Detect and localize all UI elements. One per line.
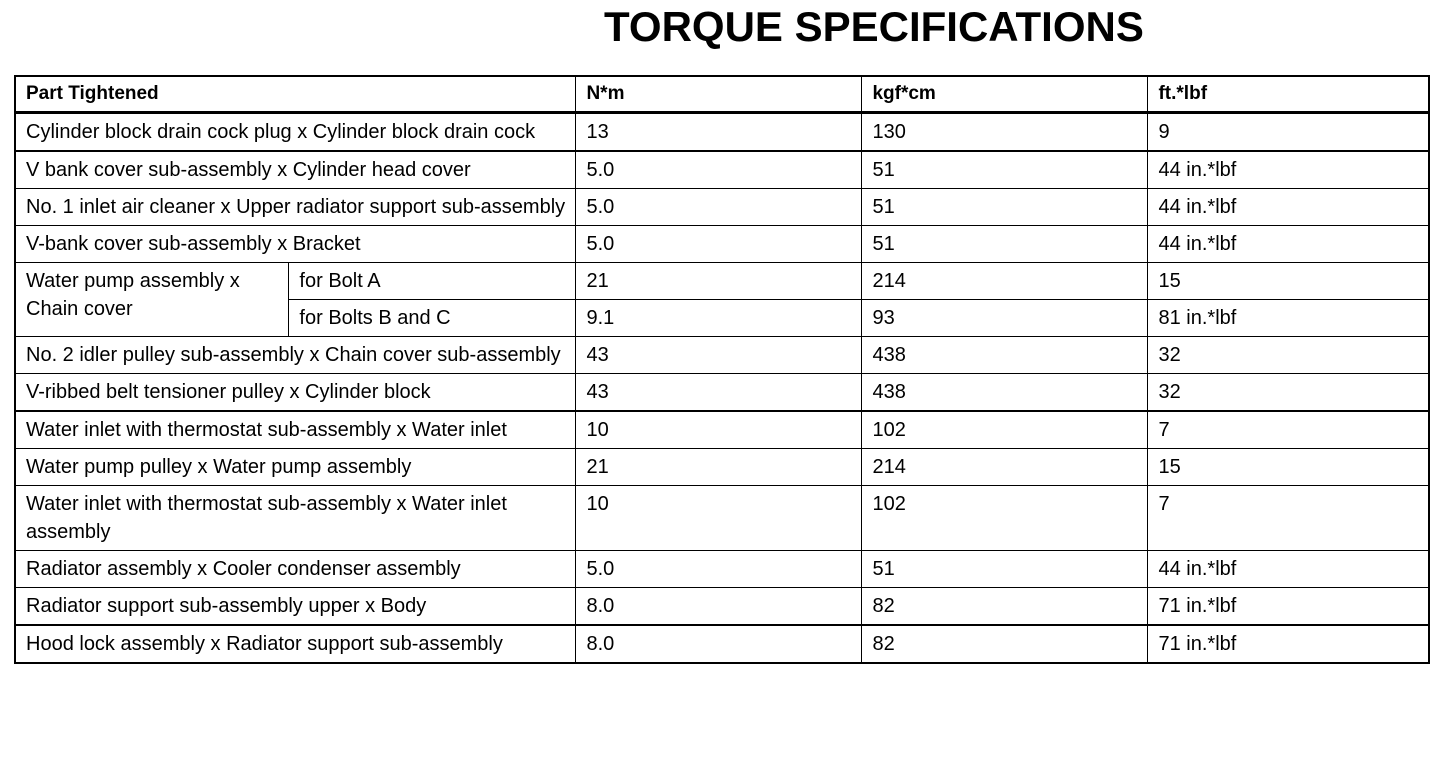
cell-nm: 8.0 (576, 625, 862, 663)
cell-nm: 5.0 (576, 189, 862, 226)
cell-kgf: 82 (862, 588, 1148, 626)
table-row (15, 374, 1429, 412)
cell-part: V bank cover sub-assembly x Cylinder head cover (15, 151, 576, 189)
cell-ftlbf: 32 (1148, 374, 1429, 412)
cell-kgf: 102 (862, 411, 1148, 449)
cell-part: Radiator assembly x Cooler condenser assembly (15, 551, 576, 588)
cell-ftlbf: 32 (1148, 337, 1429, 374)
table-row (15, 189, 1429, 226)
page-title: TORQUE SPECIFICATIONS (604, 3, 1144, 50)
table-row (15, 226, 1429, 263)
header-kgf-cm: kgf*cm (862, 76, 1148, 113)
cell-ftlbf: 9 (1148, 113, 1429, 152)
cell-kgf: 438 (862, 337, 1148, 374)
cell-part: Hood lock assembly x Radiator support sub-assembly (15, 625, 576, 663)
cell-part: V-bank cover sub-assembly x Bracket (15, 226, 576, 263)
cell-kgf: 51 (862, 189, 1148, 226)
table-row (15, 588, 1429, 626)
cell-nm: 10 (576, 486, 862, 551)
table-row (15, 113, 1429, 152)
cell-ftlbf: 81 in.*lbf (1148, 300, 1429, 337)
cell-part: Cylinder block drain cock plug x Cylinder block drain cock (15, 113, 576, 152)
table-row (15, 449, 1429, 486)
cell-kgf: 214 (862, 263, 1148, 300)
cell-nm: 5.0 (576, 226, 862, 263)
cell-ftlbf: 71 in.*lbf (1148, 588, 1429, 626)
cell-part: Water inlet with thermostat sub-assembly x Water inlet assembly (15, 486, 576, 551)
cell-ftlbf: 44 in.*lbf (1148, 226, 1429, 263)
table-row (15, 151, 1429, 189)
cell-nm: 13 (576, 113, 862, 152)
cell-sub-part: for Bolt A (289, 263, 576, 300)
cell-ftlbf: 71 in.*lbf (1148, 625, 1429, 663)
cell-ftlbf: 15 (1148, 263, 1429, 300)
cell-part: V-ribbed belt tensioner pulley x Cylinder block (15, 374, 576, 412)
cell-kgf: 51 (862, 226, 1148, 263)
cell-kgf: 102 (862, 486, 1148, 551)
cell-ftlbf: 44 in.*lbf (1148, 189, 1429, 226)
cell-kgf: 130 (862, 113, 1148, 152)
cell-part: Water pump assembly x Chain cover (15, 263, 289, 337)
cell-kgf: 214 (862, 449, 1148, 486)
header-nm: N*m (576, 76, 862, 113)
cell-nm: 10 (576, 411, 862, 449)
cell-nm: 8.0 (576, 588, 862, 626)
cell-nm: 5.0 (576, 151, 862, 189)
table-row (15, 263, 1429, 300)
cell-kgf: 93 (862, 300, 1148, 337)
cell-ftlbf: 15 (1148, 449, 1429, 486)
cell-part: Water inlet with thermostat sub-assembly x Water inlet (15, 411, 576, 449)
cell-ftlbf: 7 (1148, 486, 1429, 551)
cell-ftlbf: 44 in.*lbf (1148, 551, 1429, 588)
cell-part: No. 1 inlet air cleaner x Upper radiator support sub-assembly (15, 189, 576, 226)
header-ft-lbf: ft.*lbf (1148, 76, 1429, 113)
cell-nm: 21 (576, 263, 862, 300)
cell-part: No. 2 idler pulley sub-assembly x Chain cover sub-assembly (15, 337, 576, 374)
cell-ftlbf: 7 (1148, 411, 1429, 449)
table-row (15, 625, 1429, 663)
cell-ftlbf: 44 in.*lbf (1148, 151, 1429, 189)
table-row (15, 486, 1429, 551)
table-header-row (15, 76, 1429, 113)
table-row (15, 337, 1429, 374)
cell-part: Water pump pulley x Water pump assembly (15, 449, 576, 486)
cell-kgf: 82 (862, 625, 1148, 663)
torque-spec-table (14, 75, 1430, 664)
cell-sub-part: for Bolts B and C (289, 300, 576, 337)
cell-kgf: 51 (862, 551, 1148, 588)
header-part-tightened: Part Tightened (15, 76, 576, 113)
table-row (15, 411, 1429, 449)
cell-nm: 21 (576, 449, 862, 486)
cell-nm: 9.1 (576, 300, 862, 337)
cell-nm: 43 (576, 374, 862, 412)
cell-kgf: 438 (862, 374, 1148, 412)
cell-nm: 43 (576, 337, 862, 374)
cell-nm: 5.0 (576, 551, 862, 588)
cell-part: Radiator support sub-assembly upper x Body (15, 588, 576, 626)
table-row (15, 551, 1429, 588)
cell-kgf: 51 (862, 151, 1148, 189)
